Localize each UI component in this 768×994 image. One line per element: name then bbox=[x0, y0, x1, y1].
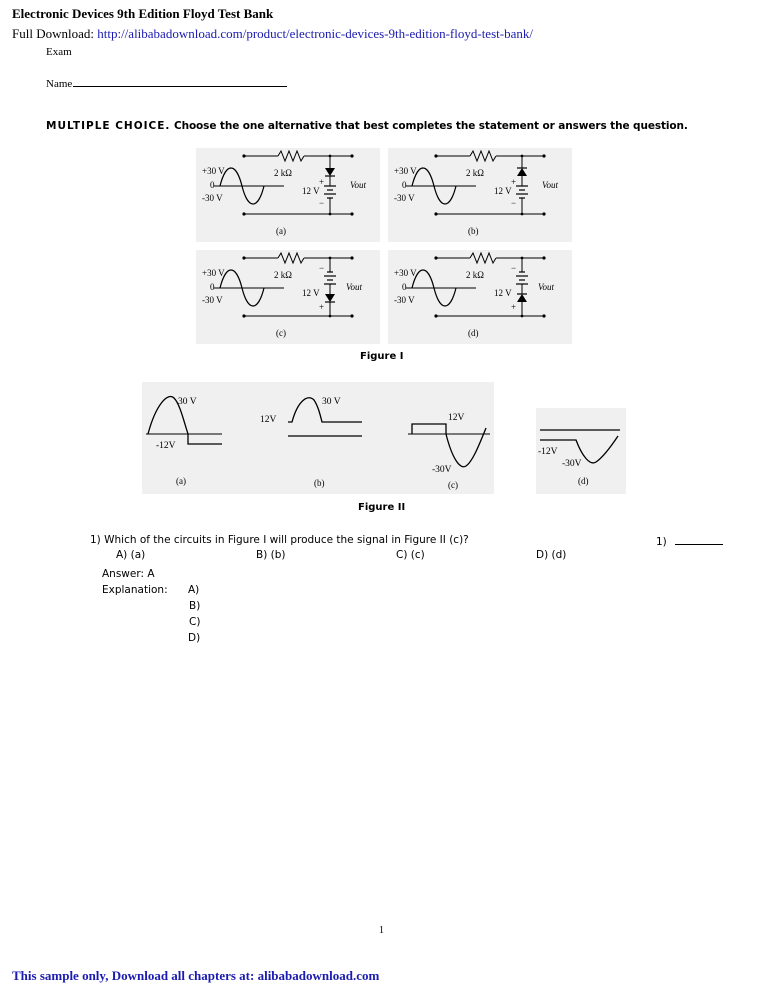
circuit-b-minus: − bbox=[511, 198, 517, 208]
signal-c-bottom: -30V bbox=[432, 465, 452, 475]
circuit-a-label: (a) bbox=[276, 226, 286, 236]
download-prefix: Full Download: bbox=[12, 26, 98, 41]
circuit-d-plus: + bbox=[511, 302, 517, 312]
figure-2-signals bbox=[142, 382, 626, 494]
circuit-d-battery: 12 V bbox=[494, 288, 512, 298]
circuit-b-vneg: -30 V bbox=[394, 193, 415, 203]
explanation-d: D) bbox=[188, 632, 201, 644]
circuit-a-plus: + bbox=[319, 177, 325, 187]
circuit-d bbox=[388, 250, 572, 344]
signal-a-bottom: -12V bbox=[156, 441, 176, 451]
signal-a-label: (a) bbox=[176, 476, 186, 486]
circuit-a-vout: Vout bbox=[350, 180, 367, 190]
circuit-c-battery: 12 V bbox=[302, 288, 320, 298]
circuit-c-vzero: 0 bbox=[210, 282, 215, 292]
circuit-b-vzero: 0 bbox=[402, 180, 407, 190]
figure-1-circuits bbox=[196, 148, 572, 344]
signal-d-label: (d) bbox=[578, 476, 589, 486]
circuit-c-vpos: +30 V bbox=[202, 268, 225, 278]
circuit-b-resistor: 2 kΩ bbox=[466, 168, 484, 178]
answer-blank-line[interactable] bbox=[675, 534, 723, 545]
circuit-c-vneg: -30 V bbox=[202, 295, 223, 305]
signal-c-top: 12V bbox=[448, 413, 465, 423]
circuit-c-label: (c) bbox=[276, 328, 286, 338]
section-heading bbox=[46, 120, 688, 132]
circuit-c-resistor: 2 kΩ bbox=[274, 270, 292, 280]
footer-note: This sample only, Download all chapters at: alibabadownload.com bbox=[12, 968, 380, 983]
circuit-b-vpos: +30 V bbox=[394, 166, 417, 176]
question-text: 1) Which of the circuits in Figure I will produce the signal in Figure II (c)? bbox=[90, 534, 469, 546]
explanation-label: Explanation: bbox=[102, 584, 168, 596]
signal-a-top: 30 V bbox=[178, 397, 197, 407]
section-lead: MULTIPLE CHOICE. bbox=[46, 120, 171, 132]
signal-b-label: (b) bbox=[314, 478, 325, 488]
answer-text: Answer: A bbox=[102, 568, 155, 580]
signal-b-top: 30 V bbox=[322, 397, 341, 407]
circuit-d-vneg: -30 V bbox=[394, 295, 415, 305]
circuit-b-plus: + bbox=[511, 177, 517, 187]
signal-d-bottom: -30V bbox=[562, 459, 582, 469]
circuit-b-label: (b) bbox=[468, 226, 479, 236]
circuit-d-vzero: 0 bbox=[402, 282, 407, 292]
exam-label: Exam bbox=[46, 46, 72, 58]
circuit-a-vneg: -30 V bbox=[202, 193, 223, 203]
download-link[interactable]: http://alibabadownload.com/product/electronic-devices-9th-edition-floyd-test-bank/ bbox=[97, 26, 533, 41]
circuit-c bbox=[196, 250, 380, 344]
circuit-d-vpos: +30 V bbox=[394, 268, 417, 278]
figure-1-caption: Figure I bbox=[360, 351, 404, 362]
circuit-d-label: (d) bbox=[468, 328, 479, 338]
signal-d-top: -12V bbox=[538, 447, 558, 457]
circuit-c-plus: + bbox=[319, 302, 325, 312]
download-line bbox=[12, 26, 533, 42]
circuit-a-minus: − bbox=[319, 198, 325, 208]
figure-2-svg bbox=[142, 382, 626, 494]
answer-number: 1) bbox=[656, 536, 667, 548]
circuit-a-resistor: 2 kΩ bbox=[274, 168, 292, 178]
circuit-d-vout: Vout bbox=[538, 282, 555, 292]
option-c[interactable]: C) (c) bbox=[396, 549, 425, 561]
circuit-b bbox=[388, 148, 572, 242]
explanation-c: C) bbox=[189, 616, 201, 628]
name-label: Name bbox=[46, 78, 73, 90]
option-a[interactable]: A) (a) bbox=[116, 549, 146, 561]
circuit-c-minus: − bbox=[319, 263, 325, 273]
circuit-a-vpos: +30 V bbox=[202, 166, 225, 176]
name-field[interactable] bbox=[46, 76, 287, 90]
circuit-b-battery: 12 V bbox=[494, 186, 512, 196]
page-number: 1 bbox=[379, 925, 384, 936]
signal-b-left: 12V bbox=[260, 415, 277, 425]
explanation-b: B) bbox=[189, 600, 201, 612]
circuit-b-vout: Vout bbox=[542, 180, 559, 190]
circuit-a-battery: 12 V bbox=[302, 186, 320, 196]
option-b[interactable]: B) (b) bbox=[256, 549, 286, 561]
signal-c-label: (c) bbox=[448, 480, 458, 490]
section-instruction: Choose the one alternative that best completes the statement or answers the question. bbox=[170, 120, 688, 132]
figure-2-caption: Figure II bbox=[358, 502, 406, 513]
answer-blank[interactable] bbox=[656, 534, 723, 548]
circuit-a-vzero: 0 bbox=[210, 180, 215, 190]
explanation-a: A) bbox=[188, 584, 200, 596]
name-blank-line[interactable] bbox=[73, 76, 287, 87]
option-d[interactable]: D) (d) bbox=[536, 549, 567, 561]
figure-1-svg bbox=[196, 148, 572, 344]
circuit-d-minus: − bbox=[511, 263, 517, 273]
circuit-c-vout: Vout bbox=[346, 282, 363, 292]
circuit-d-resistor: 2 kΩ bbox=[466, 270, 484, 280]
document-title: Electronic Devices 9th Edition Floyd Test Bank bbox=[12, 6, 274, 21]
circuit-a bbox=[196, 148, 380, 242]
